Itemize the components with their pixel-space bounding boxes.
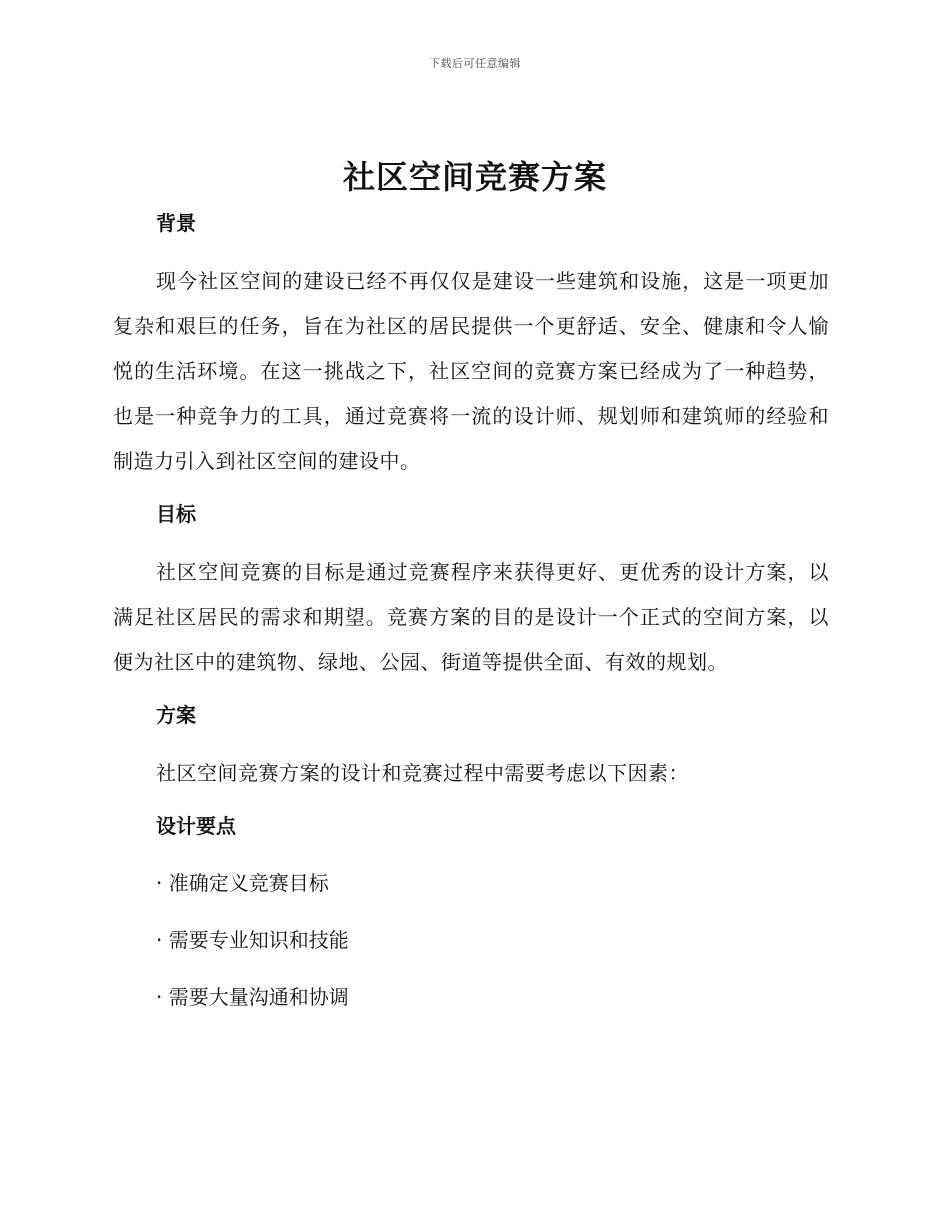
list-item: · 需要大量沟通和协调	[156, 985, 349, 1009]
section-heading-goal: 目标	[156, 502, 196, 526]
document-body	[113, 205, 829, 1015]
section-heading-plan: 方案	[156, 703, 196, 727]
page-header-note: 下载后可任意编辑	[429, 57, 521, 70]
section-paragraph-background: 现今社区空间的建设已经不再仅仅是建设一些建筑和设施，这是一项更加复杂和艰巨的任务，旨在为社区的居民提供一个更舒适、安全、健康和令人愉悦的生活环境。在这一挑战之下，社区空间的竞赛方案已经成为了一种趋势，也是一种竞争力的工具，通过竞赛将一流的设计师、规划师和建筑师的经验和制造力引入到社区空间的建设中。	[113, 269, 829, 473]
list-item: · 需要专业知识和技能	[156, 928, 349, 952]
document-title: 社区空间竞赛方案	[342, 158, 607, 196]
list-item: · 准确定义竞赛目标	[156, 871, 329, 895]
section-paragraph-goal: 社区空间竞赛的目标是通过竞赛程序来获得更好、更优秀的设计方案，以满足社区居民的需求和期望。竞赛方案的目的是设计一个正式的空间方案，以便为社区中的建筑物、绿地、公园、街道等提供全面、有效的规划。	[113, 560, 829, 674]
section-heading-design-points: 设计要点	[156, 814, 236, 838]
section-paragraph-plan: 社区空间竞赛方案的设计和竞赛过程中需要考虑以下因素：	[156, 761, 689, 785]
section-heading-background: 背景	[156, 211, 196, 235]
